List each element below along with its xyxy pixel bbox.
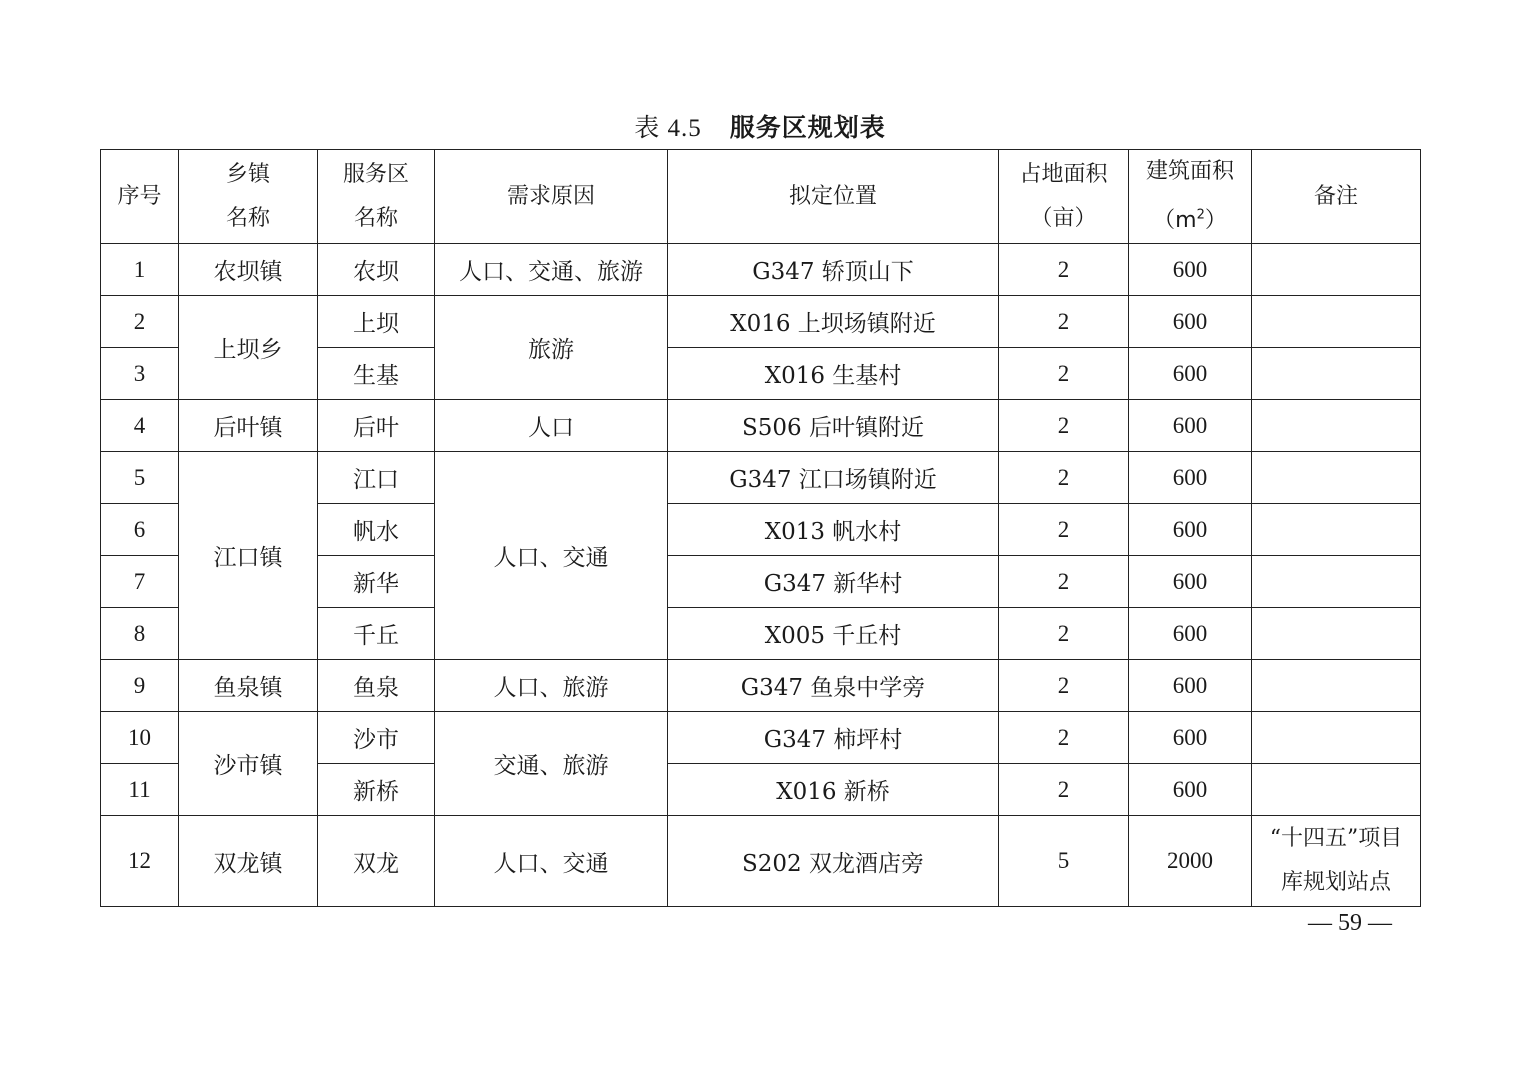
cell-build: 600 bbox=[1129, 452, 1252, 504]
cell-remark bbox=[1252, 400, 1421, 452]
cell-area: 千丘 bbox=[318, 608, 435, 660]
cell-location: X013 帆水村 bbox=[668, 504, 999, 556]
cell-township: 鱼泉镇 bbox=[179, 660, 318, 712]
cell-remark bbox=[1252, 816, 1421, 907]
cell-reason: 人口、旅游 bbox=[435, 660, 668, 712]
header-build-line1: 建筑面积 bbox=[1145, 159, 1234, 184]
header-building-area bbox=[1129, 150, 1252, 244]
cell-reason: 交通、旅游 bbox=[435, 712, 668, 816]
cell-area: 农坝 bbox=[318, 244, 435, 296]
cell-remark bbox=[1252, 556, 1421, 608]
cell-reason: 旅游 bbox=[435, 296, 668, 400]
table-row bbox=[101, 816, 1421, 907]
cell-area: 新桥 bbox=[318, 764, 435, 816]
table-row bbox=[101, 296, 1421, 348]
cell-land: 2 bbox=[999, 348, 1129, 400]
cell-remark bbox=[1252, 504, 1421, 556]
cell-build: 600 bbox=[1129, 504, 1252, 556]
cell-seq: 12 bbox=[101, 816, 179, 907]
cell-township: 农坝镇 bbox=[179, 244, 318, 296]
cell-seq: 5 bbox=[101, 452, 179, 504]
cell-remark bbox=[1252, 348, 1421, 400]
cell-land: 2 bbox=[999, 764, 1129, 816]
cell-remark bbox=[1252, 244, 1421, 296]
cell-area: 双龙 bbox=[318, 816, 435, 907]
header-township-line2: 名称 bbox=[225, 205, 270, 231]
cell-seq: 4 bbox=[101, 400, 179, 452]
table-row bbox=[101, 400, 1421, 452]
header-build-line2: $(m^2)$ bbox=[1153, 208, 1227, 234]
header-land-line1: 占地面积 bbox=[1019, 161, 1108, 187]
cell-location: S506 后叶镇附近 bbox=[668, 400, 999, 452]
cell-build: 2000 bbox=[1129, 816, 1252, 907]
cell-remark bbox=[1252, 660, 1421, 712]
cell-township: 后叶镇 bbox=[179, 400, 318, 452]
cell-area: 后叶 bbox=[318, 400, 435, 452]
cell-reason: 人口、交通 bbox=[435, 452, 668, 660]
header-row bbox=[101, 150, 1421, 244]
cell-remark bbox=[1252, 452, 1421, 504]
cell-land: 5 bbox=[999, 816, 1129, 907]
cell-location: G347 鱼泉中学旁 bbox=[668, 660, 999, 712]
cell-location: G347 轿顶山下 bbox=[668, 244, 999, 296]
cell-location: G347 新华村 bbox=[668, 556, 999, 608]
cell-remark bbox=[1252, 608, 1421, 660]
table-number: 表 4.5 bbox=[634, 115, 702, 142]
cell-seq: 6 bbox=[101, 504, 179, 556]
cell-land: 2 bbox=[999, 296, 1129, 348]
cell-location: X016 上坝场镇附近 bbox=[668, 296, 999, 348]
service-area-table bbox=[100, 149, 1421, 907]
cell-reason: 人口、交通、旅游 bbox=[435, 244, 668, 296]
header-area bbox=[318, 150, 435, 244]
cell-build: 600 bbox=[1129, 556, 1252, 608]
cell-seq: 3 bbox=[101, 348, 179, 400]
header-remark: 备注 bbox=[1252, 150, 1421, 244]
header-location: 拟定位置 bbox=[668, 150, 999, 244]
cell-seq: 2 bbox=[101, 296, 179, 348]
cell-township: 双龙镇 bbox=[179, 816, 318, 907]
table-title-text: 服务区规划表 bbox=[729, 113, 886, 142]
cell-build: 600 bbox=[1129, 244, 1252, 296]
cell-build: 600 bbox=[1129, 608, 1252, 660]
cell-land: 2 bbox=[999, 400, 1129, 452]
header-area-line2: 名称 bbox=[353, 205, 398, 231]
cell-build: 600 bbox=[1129, 348, 1252, 400]
cell-area: 江口 bbox=[318, 452, 435, 504]
cell-land: 2 bbox=[999, 244, 1129, 296]
header-land-line2: （亩） bbox=[1030, 205, 1097, 231]
cell-land: 2 bbox=[999, 504, 1129, 556]
cell-location: X016 新桥 bbox=[668, 764, 999, 816]
cell-location: S202 双龙酒店旁 bbox=[668, 816, 999, 907]
cell-area: 帆水 bbox=[318, 504, 435, 556]
remark-line1: “十四五”项目 bbox=[1269, 826, 1403, 852]
cell-remark bbox=[1252, 764, 1421, 816]
cell-seq: 1 bbox=[101, 244, 179, 296]
cell-township: 沙市镇 bbox=[179, 712, 318, 816]
table-title bbox=[0, 108, 1520, 148]
cell-seq: 8 bbox=[101, 608, 179, 660]
cell-land: 2 bbox=[999, 712, 1129, 764]
cell-location: G347 柿坪村 bbox=[668, 712, 999, 764]
cell-seq: 7 bbox=[101, 556, 179, 608]
cell-area: 沙市 bbox=[318, 712, 435, 764]
table-row bbox=[101, 712, 1421, 764]
cell-location: X016 生基村 bbox=[668, 348, 999, 400]
header-land-area bbox=[999, 150, 1129, 244]
cell-seq: 10 bbox=[101, 712, 179, 764]
cell-reason: 人口、交通 bbox=[435, 816, 668, 907]
cell-land: 2 bbox=[999, 452, 1129, 504]
cell-land: 2 bbox=[999, 556, 1129, 608]
cell-build: 600 bbox=[1129, 764, 1252, 816]
cell-seq: 11 bbox=[101, 764, 179, 816]
header-seq: 序号 bbox=[101, 150, 179, 244]
cell-build: 600 bbox=[1129, 296, 1252, 348]
page-number: — 59 — bbox=[1308, 910, 1392, 936]
table-row bbox=[101, 660, 1421, 712]
cell-reason: 人口 bbox=[435, 400, 668, 452]
cell-area: 鱼泉 bbox=[318, 660, 435, 712]
cell-location: X005 千丘村 bbox=[668, 608, 999, 660]
cell-area: 上坝 bbox=[318, 296, 435, 348]
header-township bbox=[179, 150, 318, 244]
remark-line2: 库规划站点 bbox=[1280, 870, 1391, 896]
header-township-line1: 乡镇 bbox=[225, 161, 270, 187]
cell-land: 2 bbox=[999, 608, 1129, 660]
cell-build: 600 bbox=[1129, 400, 1252, 452]
cell-area: 生基 bbox=[318, 348, 435, 400]
cell-remark bbox=[1252, 296, 1421, 348]
header-area-line1: 服务区 bbox=[342, 161, 409, 187]
header-reason: 需求原因 bbox=[435, 150, 668, 244]
table-row bbox=[101, 244, 1421, 296]
cell-township: 江口镇 bbox=[179, 452, 318, 660]
cell-location: G347 江口场镇附近 bbox=[668, 452, 999, 504]
cell-remark bbox=[1252, 712, 1421, 764]
cell-build: 600 bbox=[1129, 660, 1252, 712]
cell-build: 600 bbox=[1129, 712, 1252, 764]
table-row bbox=[101, 452, 1421, 504]
cell-land: 2 bbox=[999, 660, 1129, 712]
cell-seq: 9 bbox=[101, 660, 179, 712]
cell-township: 上坝乡 bbox=[179, 296, 318, 400]
cell-area: 新华 bbox=[318, 556, 435, 608]
